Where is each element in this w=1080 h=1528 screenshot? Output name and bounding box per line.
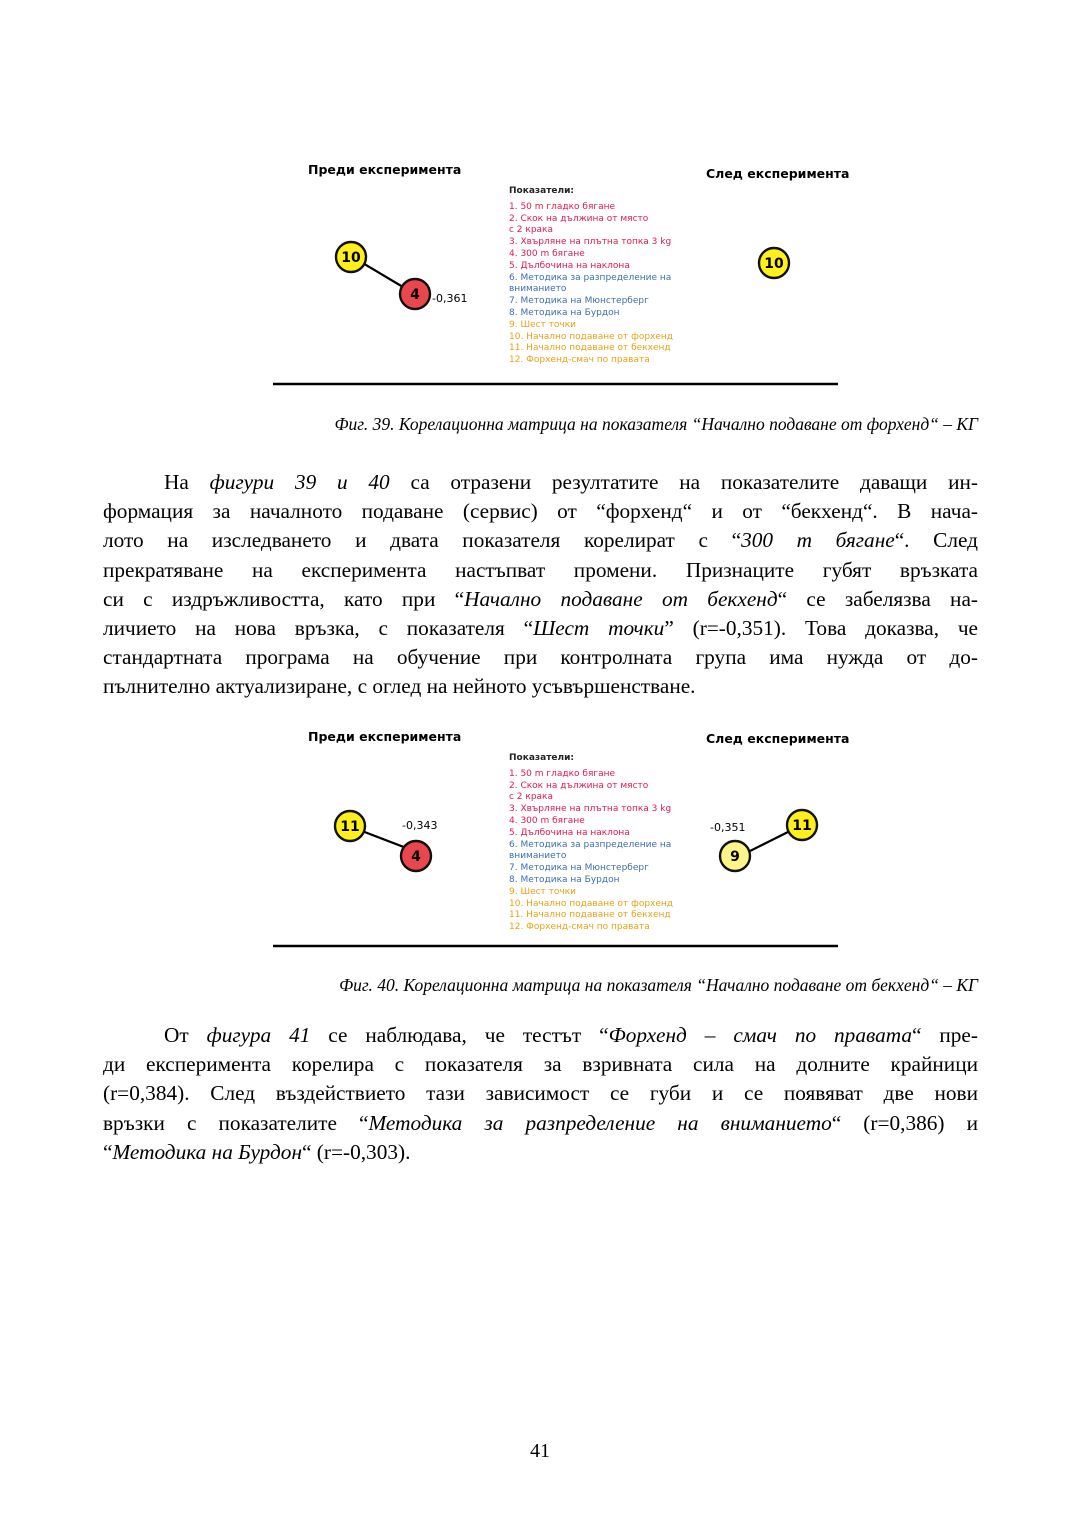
correlation-diagram xyxy=(272,155,840,395)
legend-item: 5. Дълбочина на наклона xyxy=(509,260,630,271)
legend-item: с 2 крака xyxy=(509,225,554,236)
paragraph-1 xyxy=(103,468,978,702)
legend-item: 6. Методика за разпределение на xyxy=(509,272,672,283)
legend-item: 5. Дълбочина на наклона xyxy=(509,827,630,838)
text-run: ди експеримента корелира с показателя за взривната сила на долните крайници xyxy=(103,1052,978,1077)
text-line xyxy=(103,556,978,585)
legend-item: 12. Форхенд-смач по правата xyxy=(509,355,650,366)
text-run: пълнително актуализиране, с оглед на нейното усъвършенстване. xyxy=(103,674,696,699)
text-run: се наблюдава, че тестът “ xyxy=(310,1023,609,1047)
legend-item: 3. Хвърляне на плътна топка 3 kg xyxy=(509,804,672,815)
text-run: ” (r=-0,351). Това доказва, че xyxy=(664,615,979,640)
legend-item: 2. Скок на дължина от място xyxy=(509,780,649,791)
text-line xyxy=(103,643,978,672)
text-run: На xyxy=(164,470,210,494)
text-line xyxy=(103,1138,978,1167)
legend-item: 9. Шест точки xyxy=(509,886,577,897)
legend-title: Показатели: xyxy=(509,753,575,763)
correlation-value: -0,343 xyxy=(402,819,438,832)
text-run: връзки с показателите “ xyxy=(103,1110,369,1135)
italic-run: Форхенд – смач по правата xyxy=(608,1023,913,1047)
legend-item: 1. 50 m гладко бягане xyxy=(509,201,616,212)
legend-item: вниманието xyxy=(509,851,567,862)
legend-item: 1. 50 m гладко бягане xyxy=(509,768,616,779)
text-run: са отразени резултатите на показателите даващи ин- xyxy=(389,470,978,494)
text-line xyxy=(103,1109,978,1138)
text-run: “ се забелязва на- xyxy=(777,586,979,611)
text-run: “. След xyxy=(894,528,978,553)
after-experiment-title: След експеримента xyxy=(706,166,850,181)
italic-run: Начално подаване от бекхенд xyxy=(464,586,778,611)
text-line xyxy=(103,672,978,701)
legend-item: 8. Методика на Бурдон xyxy=(509,874,620,885)
before-experiment-title: Преди експеримента xyxy=(308,162,462,177)
italic-run: Методика на Бурдон xyxy=(112,1139,303,1164)
text-run: “ xyxy=(103,1139,113,1164)
legend-item: 10. Начално подаване от форхенд xyxy=(509,331,674,342)
figure-40-caption: Фиг. 40. Корелационна матрица на показателя “Начално подаване от бекхенд“ – КГ xyxy=(339,975,978,995)
figure-39 xyxy=(272,155,850,395)
legend-item: 6. Методика за разпределение на xyxy=(509,839,672,850)
before-experiment-title: Преди експеримента xyxy=(308,729,462,744)
legend-item: с 2 крака xyxy=(509,792,554,803)
node-label: 10 xyxy=(764,256,784,272)
text-line xyxy=(103,1021,978,1050)
text-line xyxy=(103,1050,978,1079)
correlation-edge xyxy=(750,831,790,851)
legend-item: 11. Начално подаване от бекхенд xyxy=(509,343,671,354)
text-run: (r=0,384). След въздействието тази зависимост се губи и се появяват две нови xyxy=(103,1081,978,1106)
italic-run: 300 m бягане xyxy=(741,528,895,553)
legend-item: 3. Хвърляне на плътна топка 3 kg xyxy=(509,237,672,248)
text-run: От xyxy=(164,1023,207,1047)
text-run: формация за началното подаване (сервис) от “форхенд“ и от “бекхенд“. В нача- xyxy=(103,499,978,524)
figure-40 xyxy=(272,718,850,958)
text-line xyxy=(103,585,978,614)
correlation-edge xyxy=(362,831,409,849)
correlation-value: -0,351 xyxy=(710,821,746,834)
node-label: 11 xyxy=(792,818,812,834)
text-run: стандартната програма на обучение при контролната група има нужда от до- xyxy=(103,645,978,670)
page-number: 41 xyxy=(530,1440,550,1462)
italic-run: Шест точки xyxy=(533,615,665,640)
italic-run: Методика за разпределение на вниманието xyxy=(368,1110,832,1135)
paragraph-2 xyxy=(103,1021,978,1167)
text-line xyxy=(103,497,978,526)
node-label: 4 xyxy=(411,849,421,865)
legend-item: 10. Начално подаване от форхенд xyxy=(509,898,674,909)
text-line xyxy=(103,526,978,555)
text-run: личието на нова връзка, с показателя “ xyxy=(103,615,534,640)
legend-item: 12. Форхенд-смач по правата xyxy=(509,922,650,933)
node-label: 10 xyxy=(341,250,361,266)
legend-item: вниманието xyxy=(509,284,567,295)
legend-item: 2. Скок на дължина от място xyxy=(509,213,649,224)
text-run: прекратяване на експеримента настъпват промени. Признаците губят връзката xyxy=(103,557,978,582)
legend-item: 11. Начално подаване от бекхенд xyxy=(509,910,671,921)
node-label: 4 xyxy=(410,287,420,303)
correlation-diagram xyxy=(272,718,840,958)
text-line xyxy=(103,1079,978,1108)
correlation-edge xyxy=(361,262,408,290)
node-label: 9 xyxy=(730,849,740,865)
legend-item: 7. Методика на Мюнстерберг xyxy=(509,296,649,307)
legend-item: 4. 300 m бягане xyxy=(509,815,585,826)
legend-item: 9. Шест точки xyxy=(509,319,577,330)
node-label: 11 xyxy=(340,819,360,835)
figure-39-caption: Фиг. 39. Корелационна матрица на показателя “Начално подаване от форхенд“ – КГ xyxy=(334,414,978,434)
text-line xyxy=(103,468,978,497)
after-experiment-title: След експеримента xyxy=(706,731,850,746)
legend-item: 7. Методика на Мюнстерберг xyxy=(509,863,649,874)
text-run: лото на изследването и двата показателя корелират с “ xyxy=(103,528,742,553)
italic-run: фигура 41 xyxy=(206,1023,311,1047)
legend-item: 8. Методика на Бурдон xyxy=(509,307,620,318)
text-line xyxy=(103,614,978,643)
italic-run: фигури 39 и 40 xyxy=(209,470,390,494)
legend-item: 4. 300 m бягане xyxy=(509,248,585,259)
text-run: си с издръжливостта, като при “ xyxy=(103,586,465,611)
text-run: “ (r=-0,303). xyxy=(302,1139,411,1164)
text-run: “ (r=0,386) и xyxy=(831,1110,979,1135)
legend-title: Показатели: xyxy=(509,186,575,196)
text-run: “ пре- xyxy=(912,1023,978,1047)
correlation-value: -0,361 xyxy=(432,292,468,305)
